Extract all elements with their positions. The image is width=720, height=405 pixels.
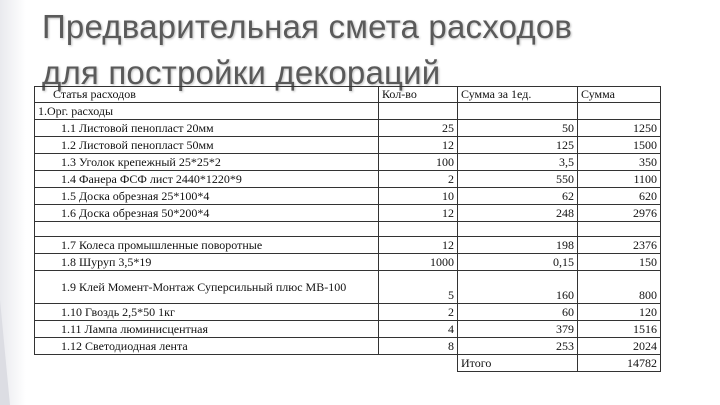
item-qty: 2: [379, 304, 458, 321]
item-qty: 100: [379, 154, 458, 171]
item-name: 1.5 Доска обрезная 25*100*4: [35, 188, 379, 205]
table-row: [35, 205, 661, 222]
table-header-row: [35, 87, 661, 103]
item-price: 125: [458, 137, 578, 154]
total-value: 14782: [578, 355, 661, 372]
item-price: 62: [458, 188, 578, 205]
item-sum: 120: [578, 304, 661, 321]
item-qty: 8: [379, 338, 458, 355]
section-row: [35, 103, 661, 120]
slide-decoration: [0, 0, 26, 405]
item-sum: 800: [578, 271, 661, 304]
item-qty: 1000: [379, 254, 458, 271]
item-sum: 150: [578, 254, 661, 271]
item-qty: 25: [379, 120, 458, 137]
item-name: 1.8 Шуруп 3,5*19: [35, 254, 379, 271]
section-label: 1.Орг. расходы: [35, 103, 379, 120]
total-label: Итого: [458, 355, 578, 372]
item-name: 1.11 Лампа люминисцентная: [35, 321, 379, 338]
item-price: 550: [458, 171, 578, 188]
item-sum: 1100: [578, 171, 661, 188]
item-sum: 620: [578, 188, 661, 205]
item-qty: 2: [379, 171, 458, 188]
item-name: 1.9 Клей Момент-Монтаж Суперсильный плюс МВ-100: [35, 271, 379, 304]
item-sum: 350: [578, 154, 661, 171]
item-sum: 2976: [578, 205, 661, 222]
item-price: 198: [458, 237, 578, 254]
table-row: [35, 271, 661, 304]
slide-title: [42, 4, 712, 96]
item-qty: 12: [379, 137, 458, 154]
table-row: [35, 171, 661, 188]
header-unit-price: Сумма за 1ед.: [458, 87, 578, 103]
item-name: 1.2 Листовой пенопласт 50мм: [35, 137, 379, 154]
header-item: Статья расходов: [35, 87, 379, 103]
item-name: 1.10 Гвоздь 2,5*50 1кг: [35, 304, 379, 321]
table-row: [35, 154, 661, 171]
item-qty: 12: [379, 205, 458, 222]
table-row: [35, 321, 661, 338]
item-sum: 2376: [578, 237, 661, 254]
item-qty: 4: [379, 321, 458, 338]
item-qty: 12: [379, 237, 458, 254]
total-row: [35, 355, 661, 372]
table-row: [35, 188, 661, 205]
spacer-row: [35, 222, 661, 237]
item-sum: 2024: [578, 338, 661, 355]
item-name: 1.7 Колеса промышленные поворотные: [35, 237, 379, 254]
table-row: [35, 338, 661, 355]
item-price: 379: [458, 321, 578, 338]
estimate-table: [34, 86, 660, 372]
table-row: [35, 137, 661, 154]
table-row: [35, 254, 661, 271]
item-qty: 10: [379, 188, 458, 205]
item-qty: 5: [379, 271, 458, 304]
item-name: 1.6 Доска обрезная 50*200*4: [35, 205, 379, 222]
item-name: 1.1 Листовой пенопласт 20мм: [35, 120, 379, 137]
item-name: 1.12 Светодиодная лента: [35, 338, 379, 355]
item-name: 1.3 Уголок крепежный 25*25*2: [35, 154, 379, 171]
item-sum: 1250: [578, 120, 661, 137]
item-sum: 1500: [578, 137, 661, 154]
table-row: [35, 304, 661, 321]
header-qty: Кол-во: [379, 87, 458, 103]
item-price: 160: [458, 271, 578, 304]
item-price: 60: [458, 304, 578, 321]
table-row: [35, 237, 661, 254]
table-row: [35, 120, 661, 137]
item-price: 248: [458, 205, 578, 222]
header-sum: Сумма: [578, 87, 661, 103]
item-price: 0,15: [458, 254, 578, 271]
item-sum: 1516: [578, 321, 661, 338]
item-name: 1.4 Фанера ФСФ лист 2440*1220*9: [35, 171, 379, 188]
title-line-1: Предварительная смета расходов: [42, 8, 573, 45]
title-line-2: для постройки декораций: [42, 54, 441, 91]
item-price: 3,5: [458, 154, 578, 171]
item-price: 253: [458, 338, 578, 355]
item-price: 50: [458, 120, 578, 137]
